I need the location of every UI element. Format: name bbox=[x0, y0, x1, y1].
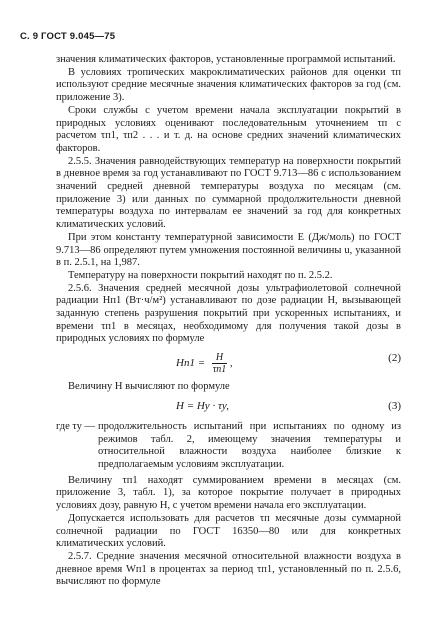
paragraph: Температуру на поверхности покрытий находят по п. 2.5.2. bbox=[68, 269, 333, 281]
formula-3 bbox=[56, 398, 401, 416]
formula-lhs: Hп1 = bbox=[176, 357, 206, 370]
formula-number: (2) bbox=[388, 352, 401, 365]
formula-3-expression: H = Hу · τу, bbox=[176, 399, 229, 412]
where-definition: продолжительность испытаний при испытаниях по одному из режимов табл. 2, имеющему значения температуры и относительной влажности воздуха наиболее близкие к предполагаемым условиям эксплуатации. bbox=[98, 420, 401, 470]
paragraph-2-5-7: 2.5.7. Средние значения месячной относительной влажности воздуха в дневное время Wп1 в процентах за период τп1, установленный по п. 2.5.6, вычисляют по формуле bbox=[56, 550, 401, 588]
fraction bbox=[212, 352, 227, 375]
where-clause bbox=[56, 421, 401, 472]
formula-tail: , bbox=[229, 357, 233, 370]
paragraph-2-5-6: 2.5.6. Значения средней месячной дозы ультрафиолетовой солнечной радиации Hп1 (Вт·ч/м²) устанавливают по дозе радиации H, вызывающей заданную степень разрушения покрытий при ускоренных испытаниях, и времени τп1 в месяцах, необходимому для получения такой дозы в природных условиях по формуле bbox=[56, 282, 401, 345]
formula-number: (3) bbox=[388, 399, 401, 412]
document-body bbox=[56, 54, 401, 589]
paragraph: Допускается использовать для расчетов τп месячные дозы суммарной солнечной радиации по ГОСТ 16350—80 или для конкретных климатических условий. bbox=[56, 512, 401, 550]
formula-2 bbox=[56, 350, 401, 376]
paragraph: Сроки службы с учетом времени начала эксплуатации покрытий в природных условиях оценивают последовательным уточнением τп с расчетом τп1, τп2 . . . и т. д. на основе средних значений климатических факторов. bbox=[56, 104, 401, 154]
paragraph: Величину H вычисляют по формуле bbox=[68, 381, 230, 393]
paragraph-2-5-5: 2.5.5. Значения равнодействующих температур на поверхности покрытий в дневное время за год устанавливают по ГОСТ 9.713—86 с использованием значений средней дневной температуры воздуха по месяцам (см. приложение 3) или данных по суммарной продолжительности дневной температуры воздуха по интервалам ее значений за год для конкретных климатических условий. bbox=[56, 155, 401, 231]
page-header: С. 9 ГОСТ 9.045—75 bbox=[20, 31, 116, 42]
where-symbol: где τу — bbox=[56, 420, 96, 432]
formula-2-expression bbox=[176, 352, 233, 375]
paragraph: значения климатических факторов, установленные программой испытаний. bbox=[56, 54, 396, 65]
fraction-numerator: H bbox=[212, 352, 227, 364]
fraction-denominator: τп1 bbox=[212, 364, 227, 376]
paragraph: При этом константу температурной зависимости E (Дж/моль) по ГОСТ 9.713—86 определяют путем умножения постоянной величины u, указанной в п. 2.5.1, на 1,987. bbox=[56, 231, 401, 269]
paragraph: Величину τп1 находят суммированием времени в месяцах (см. приложение 3, табл. 1), за которое покрытие получает в природных условиях дозу, равную H, с учетом времени начала его эксплуатации. bbox=[56, 474, 401, 512]
paragraph: В условиях тропических макроклиматических районов для оценки τп используют средние месячные значения климатических факторов за год (см. приложение 3). bbox=[56, 66, 401, 104]
